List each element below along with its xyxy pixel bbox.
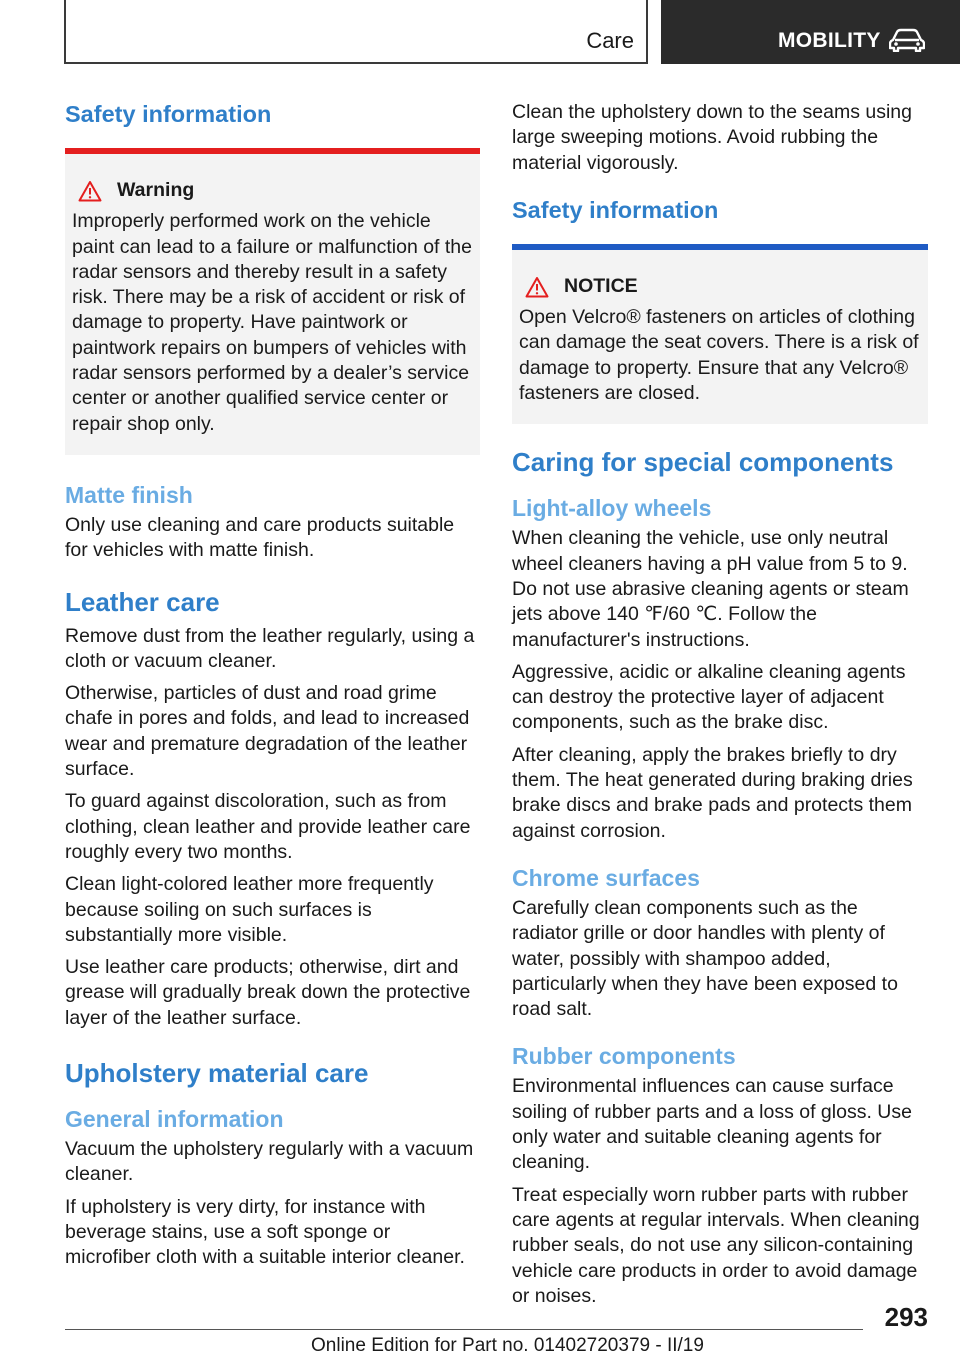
upholstery-intro-paragraph: Clean the upholstery down to the seams using large sweeping motions. Avoid rubbing the material vigorously. (512, 101, 912, 174)
warning-box (65, 148, 480, 455)
light-alloy-wheels-heading: Light-alloy wheels (512, 495, 712, 522)
footer-divider (65, 1329, 863, 1330)
leather-care-paragraph: Remove dust from the leather regularly, using a cloth or vacuum cleaner. (65, 624, 475, 672)
matte-finish-heading: Matte finish (65, 481, 193, 508)
safety-information-heading: Safety information (512, 196, 719, 223)
rubber-components-heading: Rubber components (512, 1043, 736, 1070)
page-number: 293 (884, 1302, 928, 1332)
warning-triangle-icon (525, 276, 549, 298)
general-information-heading: General information (65, 1106, 284, 1133)
leather-care-paragraph: To guard against discoloration, such as from clothing, clean leather and provide leather care roughly every two months. (65, 790, 471, 863)
rubber-components-paragraph: Environmental influences can cause surface soiling of rubber parts and a loss of gloss. Use only water and suitable cleaning agents for cleaning. (512, 1075, 912, 1174)
leather-care-paragraph: Otherwise, particles of dust and road grime chafe in pores and folds, and lead to increased wear and premature degradation of the leather surface. (65, 682, 470, 781)
chrome-surfaces-heading: Chrome surfaces (512, 864, 700, 891)
notice-title: NOTICE (564, 274, 638, 297)
warning-title: Warning (117, 179, 195, 201)
header-chapter-tab[interactable] (661, 0, 960, 64)
warning-title-row (72, 178, 472, 203)
notice-title-row (519, 274, 920, 299)
upholstery-care-heading: Upholstery material care (65, 1058, 369, 1089)
leather-care-heading: Leather care (65, 586, 220, 617)
notice-box (512, 244, 928, 424)
general-information-paragraph: Vacuum the upholstery regularly with a vacuum cleaner. (65, 1138, 474, 1186)
general-information-paragraph: If upholstery is very dirty, for instance with beverage stains, use a soft sponge or microfiber cloth with a suitable interior cleaner. (65, 1195, 465, 1269)
header-section-box (64, 0, 648, 64)
warning-text: Improperly performed work on the vehicle paint can lead to a failure or malfunction of the radar sensors and thereby result in a safety risk. There may be a risk of accident or risk of damage to property. Have paintwork or paintwork repairs on bumpers of vehicles with radar sensors performed by a dealer’s service center or another qualified service center or repair shop only. (72, 210, 472, 435)
special-components-heading: Caring for special components (512, 447, 894, 478)
wheels-paragraph: Aggressive, acidic or alkaline cleaning agents can destroy the protective layer of adjacent components, such as the brake disc. (512, 660, 906, 734)
notice-text: Open Velcro® fasteners on articles of clothing can damage the seat covers. There is a risk of damage to property. Ensure that any Velcro® fasteners are closed. (519, 306, 919, 405)
wheels-paragraph: After cleaning, apply the brakes briefly to dry them. The heat generated during braking dries brake discs and brake pads and protects them against corrosion. (512, 743, 913, 842)
footer-edition-text: Online Edition for Part no. 01402720379 - II/19 (311, 1335, 704, 1356)
warning-triangle-icon (78, 180, 102, 202)
right-column (512, 100, 928, 1316)
header-chapter-title: MOBILITY (778, 29, 881, 52)
header-section-title: Care (586, 28, 634, 53)
matte-finish-text: Only use cleaning and care products suitable for vehicles with matte finish. (65, 513, 455, 562)
left-column (65, 100, 480, 1278)
safety-information-heading: Safety information (65, 101, 272, 127)
leather-care-paragraph: Clean light-colored leather more frequently because soiling on such surfaces is substantially more visible. (65, 873, 434, 946)
wheels-paragraph: When cleaning the vehicle, use only neutral wheel cleaners having a pH value from 5 to 9. Do not use abrasive cleaning agents or steam jets above 140 ℉/60 ℃. Follow the manufacturer's instructions. (512, 527, 909, 651)
car-icon (889, 28, 925, 52)
chrome-surfaces-paragraph: Carefully clean components such as the radiator grille or door handles with plenty of water, possibly with shampoo added, particularly when they have been exposed to road salt. (512, 896, 898, 1021)
leather-care-paragraph: Use leather care products; otherwise, dirt and grease will gradually break down the protective layer of the leather surface. (65, 956, 471, 1029)
rubber-components-paragraph: Treat especially worn rubber parts with rubber care agents at regular intervals. When cleaning rubber seals, do not use any silicon-containing vehicle care products in order to avoid damage or noises. (512, 1183, 920, 1307)
